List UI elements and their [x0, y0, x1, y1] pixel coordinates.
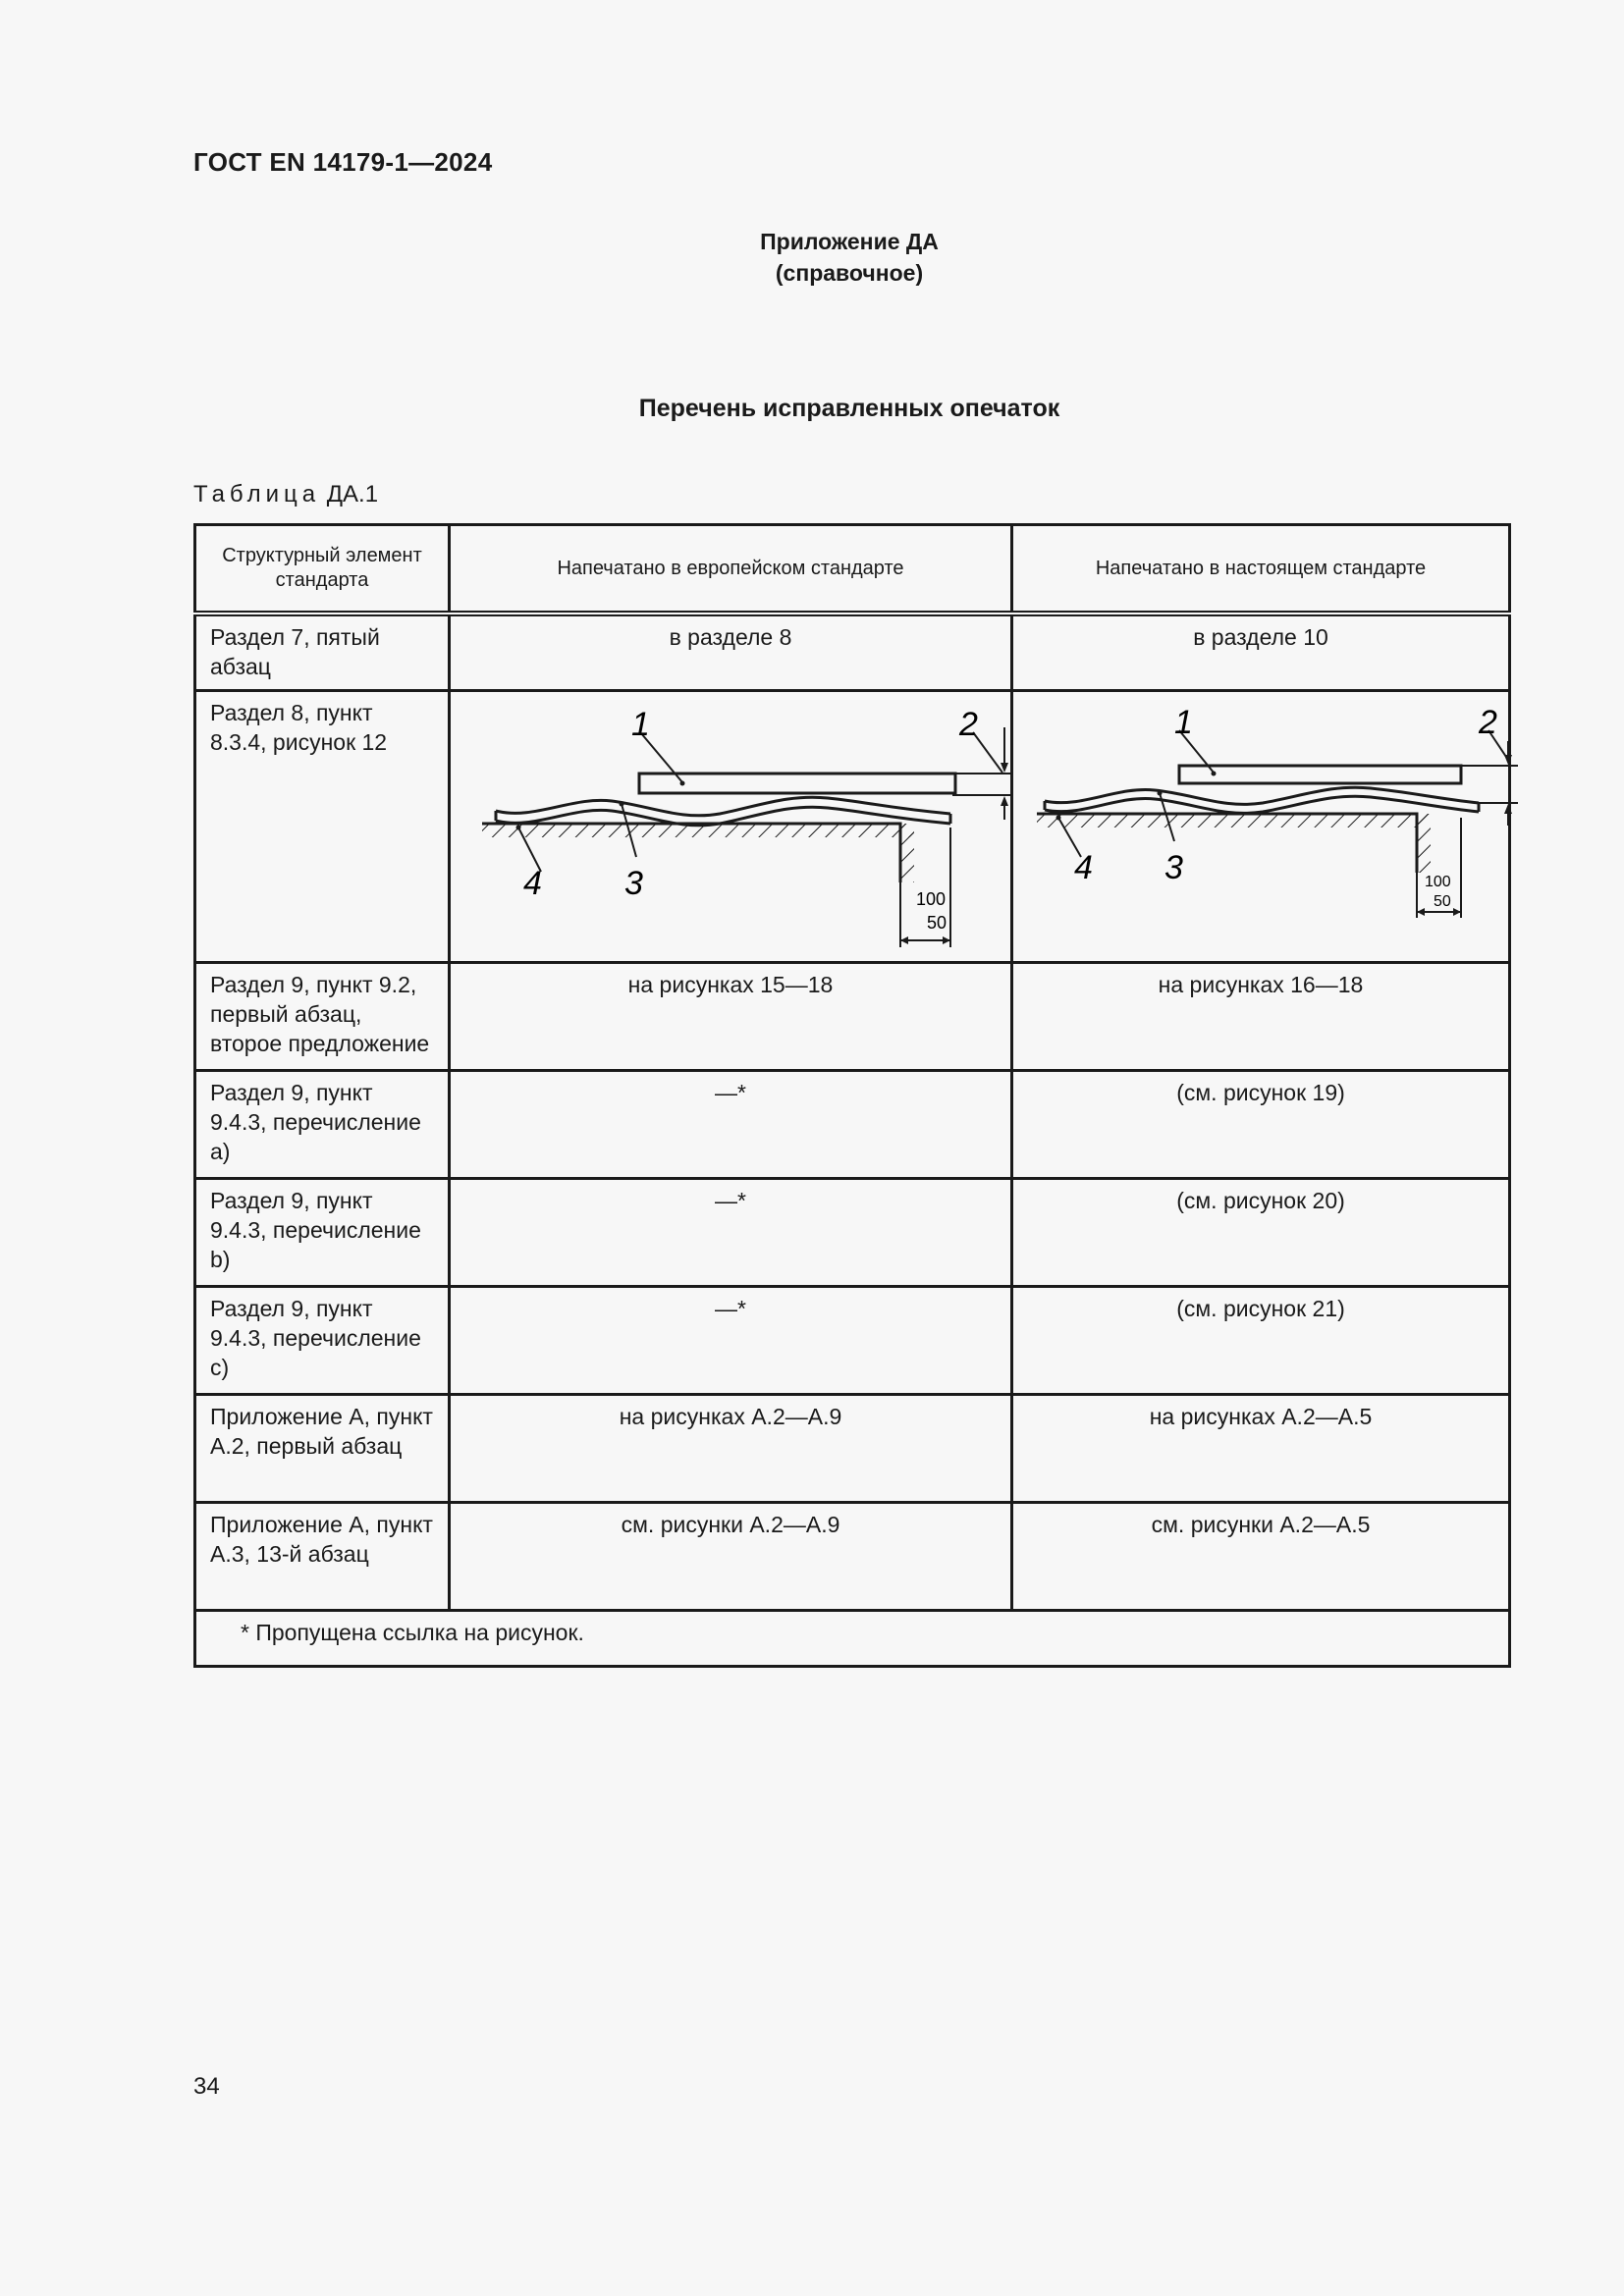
dim-50: 50: [1434, 892, 1451, 910]
cell-element: Раздел 8, пункт 8.3.4, рисунок 12: [195, 690, 450, 962]
section-title: Перечень исправленных опечаток: [638, 395, 1060, 422]
header-national-text: Напечатано в настоящем стандарте: [1012, 525, 1510, 614]
cell-national: см. рисунки А.2—А.5: [1012, 1502, 1510, 1610]
table-row: [195, 690, 1510, 962]
table-row: [195, 1502, 1510, 1610]
cell-european: в разделе 8: [450, 614, 1012, 690]
table-row: [195, 1394, 1510, 1502]
errata-table: [193, 523, 1511, 1668]
page-number: 34: [193, 2073, 220, 2100]
cell-national-figure: [1012, 690, 1510, 962]
label-2: 2: [1479, 703, 1497, 741]
label-2: 2: [959, 705, 978, 743]
label-3: 3: [1164, 848, 1183, 886]
cell-european: на рисунках А.2—А.9: [450, 1394, 1012, 1502]
cell-european: на рисунках 15—18: [450, 962, 1012, 1070]
cell-element: Раздел 9, пункт 9.2, первый абзац, второе предложение: [195, 962, 450, 1070]
table-footnote-row: [195, 1610, 1510, 1666]
header-structural-element: Структурный элемент стандарта: [195, 525, 450, 614]
cell-element: Раздел 9, пункт 9.4.3, перечисление а): [195, 1070, 450, 1178]
table-row: [195, 1178, 1510, 1286]
dim-100: 100: [1425, 873, 1451, 890]
table-row: [195, 1070, 1510, 1178]
table-row: [195, 614, 1510, 690]
cell-element: Приложение А, пункт А.3, 13-й абзац: [195, 1502, 450, 1610]
figure-12-national: [1027, 698, 1525, 955]
header-european-text: Напечатано в европейском стандарте: [450, 525, 1012, 614]
figure-12-european: [464, 698, 1027, 955]
cell-element: Раздел 9, пункт 9.4.3, перечисление с): [195, 1286, 450, 1394]
cell-european-figure: [450, 690, 1012, 962]
document-id: ГОСТ EN 14179-1—2024: [193, 147, 493, 177]
cell-european: —*: [450, 1178, 1012, 1286]
annex-name: Приложение ДА: [760, 229, 939, 254]
cell-national: на рисунках А.2—А.5: [1012, 1394, 1510, 1502]
support-hatch: [1037, 814, 1430, 828]
label-1: 1: [631, 705, 650, 743]
table-caption-number: ДА.1: [326, 481, 379, 507]
table-header-row: [195, 525, 1510, 614]
cell-element: Раздел 9, пункт 9.4.3, перечисление b): [195, 1178, 450, 1286]
label-3: 3: [624, 864, 643, 902]
cell-element: Раздел 7, пятый абзац: [195, 614, 450, 690]
label-4: 4: [523, 864, 542, 902]
cell-european: см. рисунки А.2—А.9: [450, 1502, 1012, 1610]
cell-national: (см. рисунок 20): [1012, 1178, 1510, 1286]
cell-national: (см. рисунок 19): [1012, 1070, 1510, 1178]
table-caption: [193, 481, 378, 508]
table-row: [195, 1286, 1510, 1394]
cell-national: (см. рисунок 21): [1012, 1286, 1510, 1394]
bowed-glass-sheet: [496, 797, 950, 816]
cell-european: —*: [450, 1286, 1012, 1394]
table-caption-word: Таблица: [193, 481, 321, 507]
annex-title: [0, 226, 1624, 289]
table-footnote: * Пропущена ссылка на рисунок.: [195, 1610, 1510, 1666]
cell-national: в разделе 10: [1012, 614, 1510, 690]
straight-edge: [639, 774, 955, 793]
cell-european: —*: [450, 1070, 1012, 1178]
table-row: [195, 962, 1510, 1070]
label-1: 1: [1174, 703, 1193, 741]
dim-100: 100: [916, 888, 947, 909]
annex-status: (справочное): [775, 260, 924, 286]
dim-50: 50: [927, 912, 947, 933]
cell-element: Приложение А, пункт А.2, первый абзац: [195, 1394, 450, 1502]
straight-edge: [1179, 766, 1461, 783]
label-4: 4: [1074, 848, 1093, 886]
cell-national: на рисунках 16—18: [1012, 962, 1510, 1070]
